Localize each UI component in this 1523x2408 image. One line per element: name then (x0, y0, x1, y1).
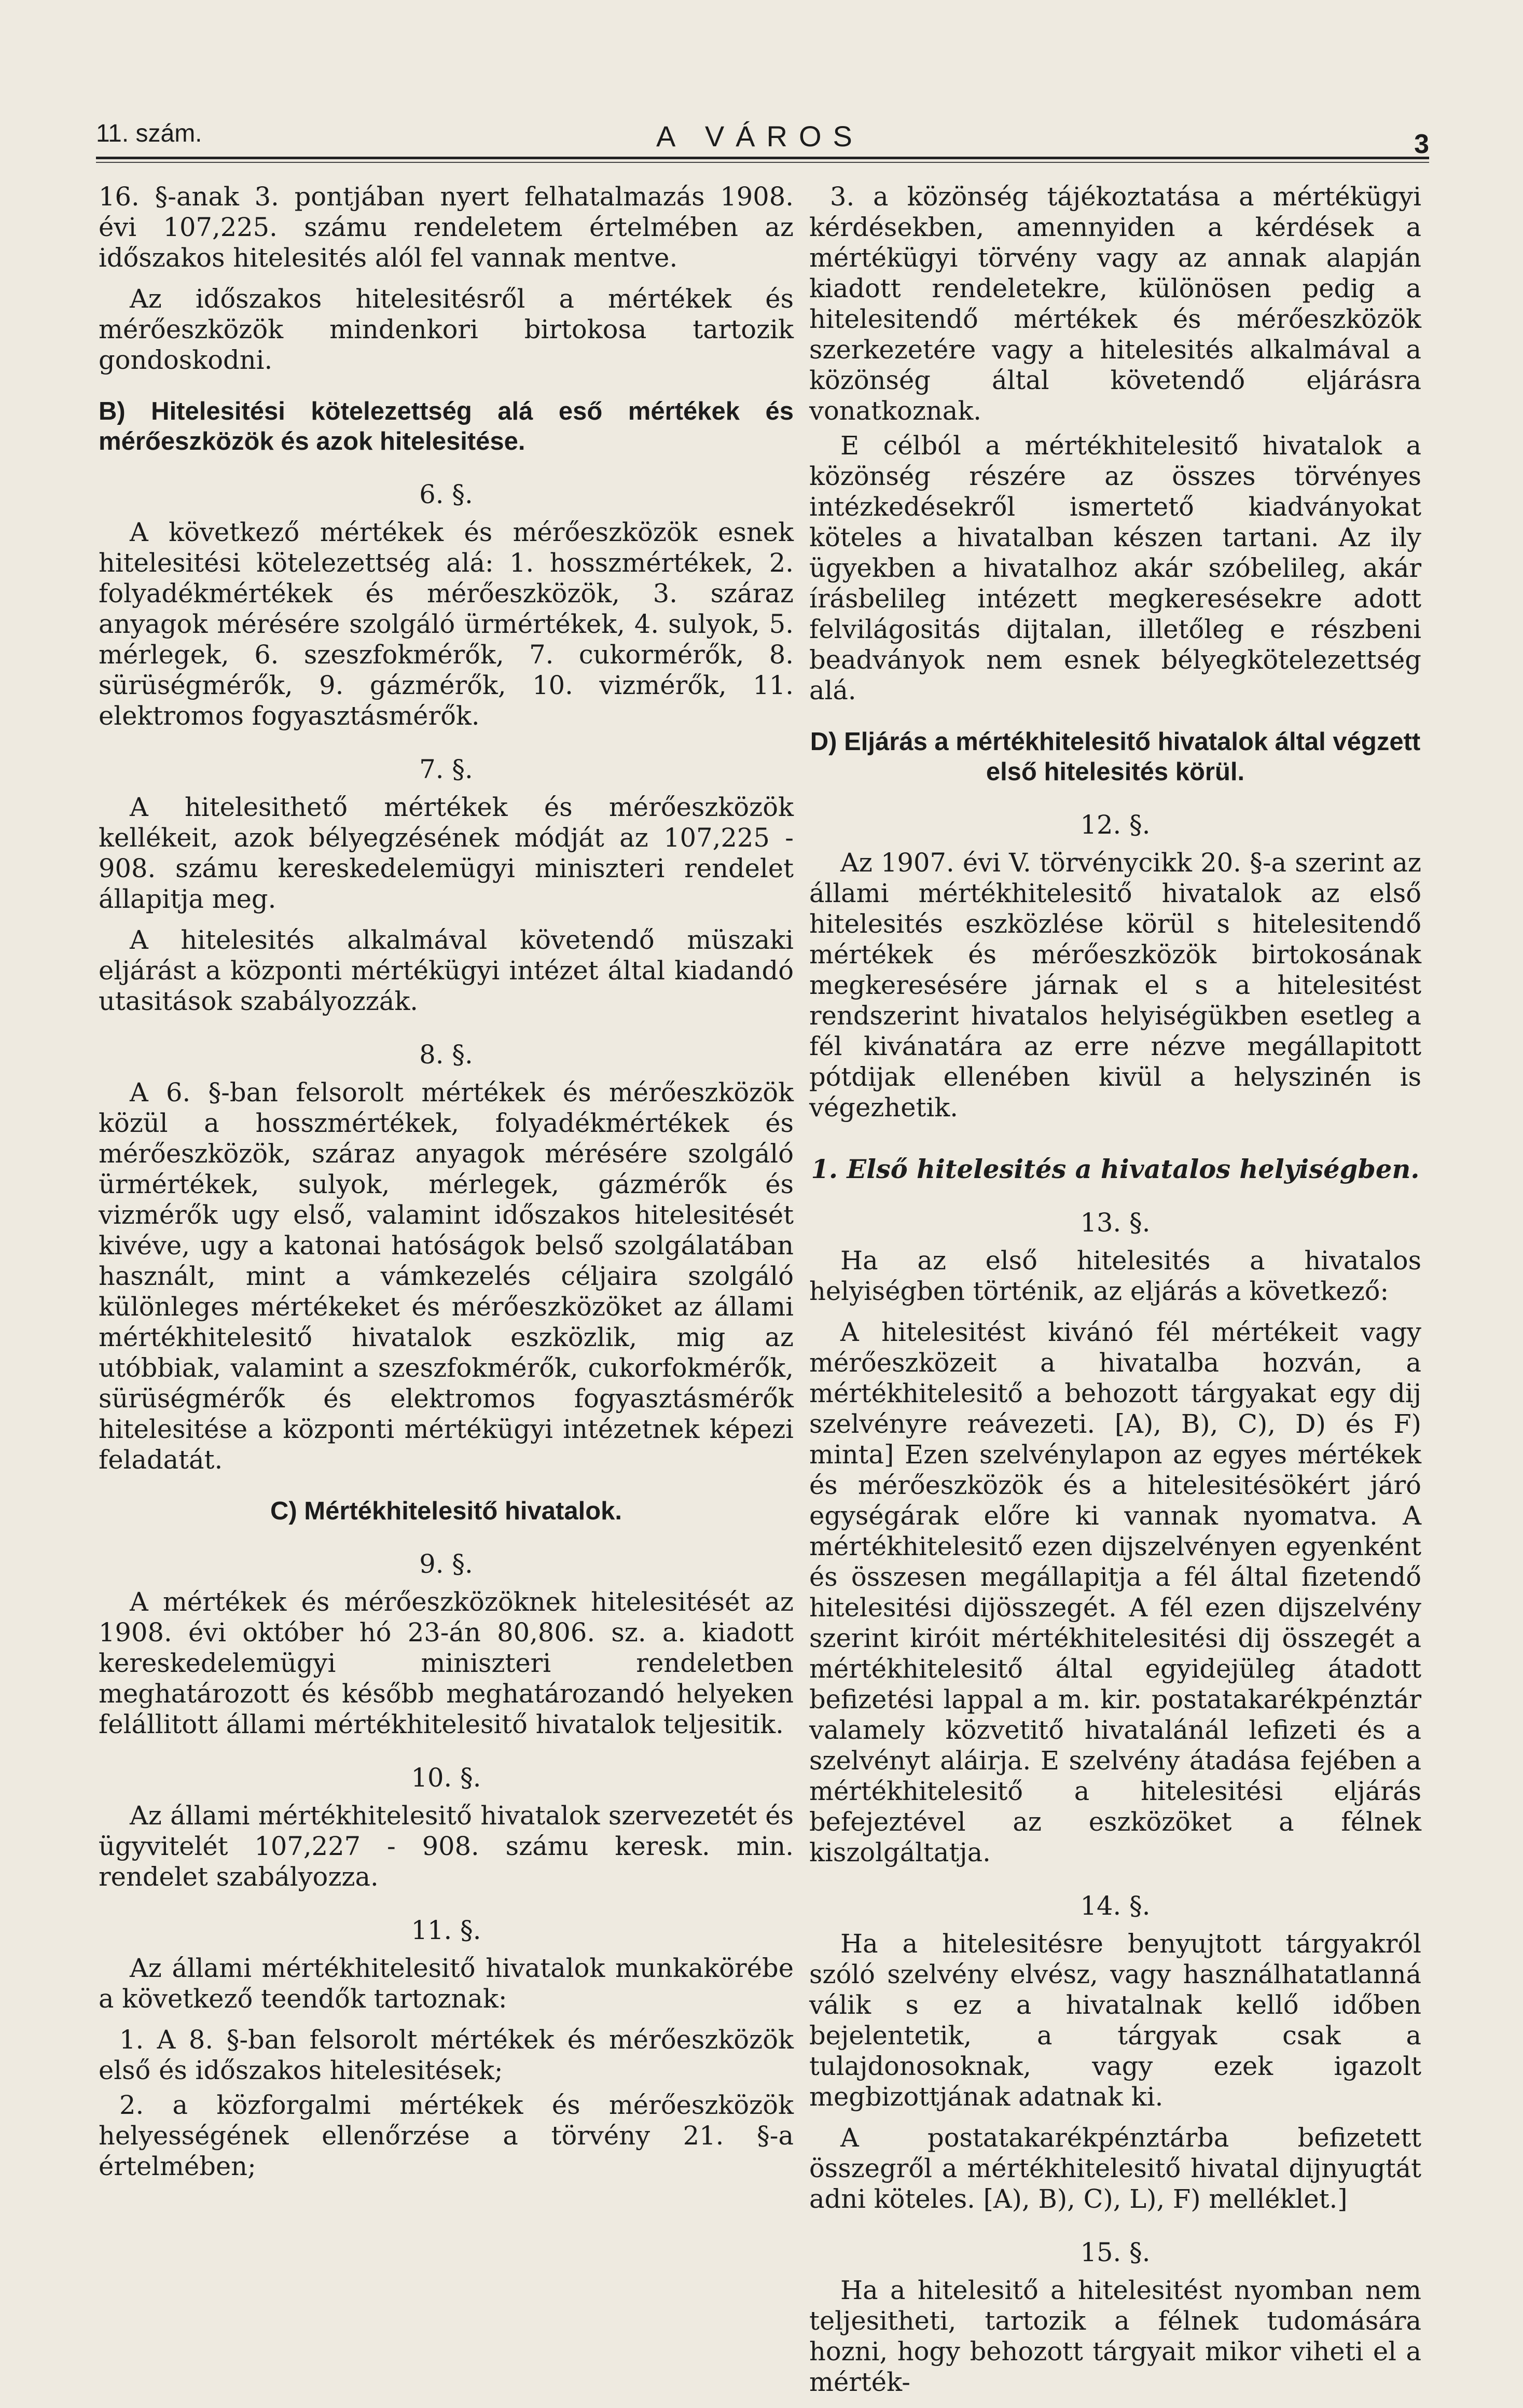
list-item: 2. a közforgalmi mértékek és mérőeszközök helyességének ellenőrzése a törvény 21. §-a értelmében; (99, 2090, 794, 2181)
paragraph: A következő mértékek és mérőeszközök esnek hitelesitési kötelezettség alá: 1. hosszmértékek, 2. folyadékmértékek és mérőeszközök, 3. száraz anyagok mérésére szolgáló ürmértékek, 4. sulyok, 5. mérlegek, 6. szeszfokmérők, 7. cukormérők, 8. sürüségmérők, 9. gázmérők, 10. vizmérők, 11. elektromos fogyasztásmérők. (99, 517, 794, 731)
masthead-title: A VÁROS (656, 120, 864, 153)
page-number: 3 (1414, 129, 1429, 159)
paragraph: Ha a hitelesitésre benyujtott tárgyakról szóló szelvény elvész, vagy használhatatlanná válik s ez a hivatalnak kellő időben bejelentetik, a tárgyak csak a tulajdonosoknak, vagy ezek igazolt megbizottjának adatnak ki. (809, 1929, 1421, 2112)
section-heading-c: C) Mértékhitelesitő hivatalok. (270, 1497, 622, 1525)
section-number-6: 6. §. (419, 479, 473, 509)
header-rule (96, 157, 1429, 159)
section-number-12: 12. §. (1080, 810, 1151, 840)
paragraph: A postatakarékpénztárba befizetett összegről a mértékhitelesitő hivatal dijnyugtát adni köteles. [A), B), C), L), F) melléklet.] (809, 2123, 1421, 2214)
paragraph: A mértékek és mérőeszközöknek hitelesitését az 1908. évi október hó 23-án 80,806. sz. a. kiadott kereskedelemügyi miniszteri rendeletben meghatározott és később meghatározandó helyeken felállitott állami mértékhitelesitő hivatalok teljesitik. (99, 1587, 794, 1739)
section-heading-d: D) Eljárás a mértékhitelesitő hivatalok által végzett első hitelesités körül. (810, 728, 1421, 786)
paragraph: Az állami mértékhitelesitő hivatalok szervezetét és ügyvitelét 107,227 - 908. számu keresk. min. rendelet szabályozza. (99, 1801, 794, 1892)
section-heading-b: B) Hitelesitési kötelezettség alá eső mértékek és mérőeszközök és azok hitelesitése. (99, 397, 794, 455)
paragraph: A 6. §-ban felsorolt mértékek és mérőeszközök közül a hosszmértékek, folyadékmértékek és mérőeszközök, száraz anyagok mérésére szolgáló ürmértékek, sulyok, mérlegek, gázmérők és vizmérők ugy első, valamint időszakos hitelesitését kivéve, ugy a katonai hatóságok belső szolgálatában használt, mint a vámkezelés céljaira szolgáló különleges mértékeket és mérőeszközöket az állami mértékhitelesitő hivatalok eszközlik, mig az utóbbiak, valamint a szeszfokmérők, cukorfokmérők, sürüségmérők és elektromos fogyasztásmérők hitelesitése a központi mértékügyi intézetnek képezi feladatát. (99, 1077, 794, 1475)
paragraph: 16. §-anak 3. pontjában nyert felhatalmazás 1908. évi 107,225. számu rendeletem értelmében az időszakos hitelesités alól fel vannak mentve. (99, 182, 794, 273)
left-column (99, 182, 794, 2186)
paragraph: A hitelesitést kivánó fél mértékeit vagy mérőeszközeit a hivatalba hozván, a mértékhitelesitő a behozott tárgyakat egy dij szelvényre reávezeti. [A), B), C), D) és F) minta] Ezen szelvénylapon az egyes mértékek és mérőeszközök és a hitelesitésökért járó egységárak előre ki vannak nyomatva. A mértékhitelesitő ezen dijszelvényen egyenként és összesen megállapitja a fél által fizetendő hitelesitési dijösszegét. A fél ezen dijszelvény szerint kiróit mértékhitelesitési dij összegét a mértékhitelesitő által egyidejüleg átadott befizetési lappal a m. kir. postatakarékpénztár valamely közvetitő hivatalánál lefizeti és a szelvényt aláirja. E szelvény átadása fejében a mértékhitelesitő a hitelesitési eljárás befejeztével az eszközöket a félnek kiszolgáltatja. (809, 1317, 1421, 1867)
section-number-11: 11. §. (411, 1915, 481, 1945)
paragraph: Ha a hitelesitő a hitelesitést nyomban nem teljesitheti, tartozik a félnek tudomására hozni, hogy behozott tárgyait mikor viheti el a mérték- (809, 2275, 1421, 2397)
section-number-10: 10. §. (411, 1763, 481, 1793)
paragraph: A hitelesithető mértékek és mérőeszközök kellékeit, azok bélyegzésének módját az 107,225 - 908. számu kereskedelemügyi miniszteri rendelet állapitja meg. (99, 792, 794, 914)
list-item: 3. a közönség tájékoztatása a mértékügyi kérdésekben, amennyiden a kérdések a mértékügyi törvény vagy az annak alapján kiadott rendeletekre, különösen pedig a hitelesitendő mértékek és mérőeszközök szerkezetére vagy a hitelesités alkalmával a közönség által követendő eljárásra vonatkoznak. (809, 182, 1421, 426)
issue-number: 11. szám. (96, 120, 202, 147)
section-number-9: 9. §. (419, 1549, 473, 1579)
section-number-13: 13. §. (1080, 1208, 1151, 1238)
subsection-heading-1: 1. Első hitelesités a hivatalos helyiségben. (811, 1154, 1420, 1184)
paragraph: Ha az első hitelesités a hivatalos helyiségben történik, az eljárás a következő: (809, 1245, 1421, 1306)
paragraph: A hitelesités alkalmával követendő müszaki eljárást a központi mértékügyi intézet által kiadandó utasitások szabályozzák. (99, 925, 794, 1016)
page-header (96, 104, 1429, 161)
section-number-7: 7. §. (419, 754, 473, 784)
header-rule-thin (96, 162, 1429, 163)
paragraph: Az időszakos hitelesitésről a mértékek és mérőeszközök mindenkori birtokosa tartozik gondoskodni. (99, 284, 794, 375)
section-number-8: 8. §. (419, 1040, 473, 1070)
paragraph: E célból a mértékhitelesitő hivatalok a közönség részére az összes törvényes intézkedésekről ismertető kiadványokat köteles a hivatalban készen tartani. Az ily ügyekben a hivatalhoz akár szóbelileg, akár írásbelileg intézett megkeresésekre adott felvilágositás dijtalan, illetőleg e részbeni beadványok nem esnek bélyegkötelezettség alá. (809, 431, 1421, 705)
section-number-14: 14. §. (1080, 1891, 1151, 1921)
right-column (809, 182, 1421, 2408)
list-item: 1. A 8. §-ban felsorolt mértékek és mérőeszközök első és időszakos hitelesitések; (99, 2025, 794, 2085)
section-number-15: 15. §. (1080, 2237, 1151, 2267)
paragraph: Az 1907. évi V. törvénycikk 20. §-a szerint az állami mértékhitelesitő hivatalok az első hitelesités eszközlése körül s hitelesitendő mértékek és mérőeszközök birtokosának megkeresésére járnak el s a hitelesitést rendszerint hivatalos helyiségükben esetleg a fél kivánatára az erre nézve megállapitott pótdijak ellenében kivül a helyszinén is végezhetik. (809, 848, 1421, 1123)
paragraph: Az állami mértékhitelesitő hivatalok munkakörébe a következő teendők tartoznak: (99, 1953, 794, 2014)
